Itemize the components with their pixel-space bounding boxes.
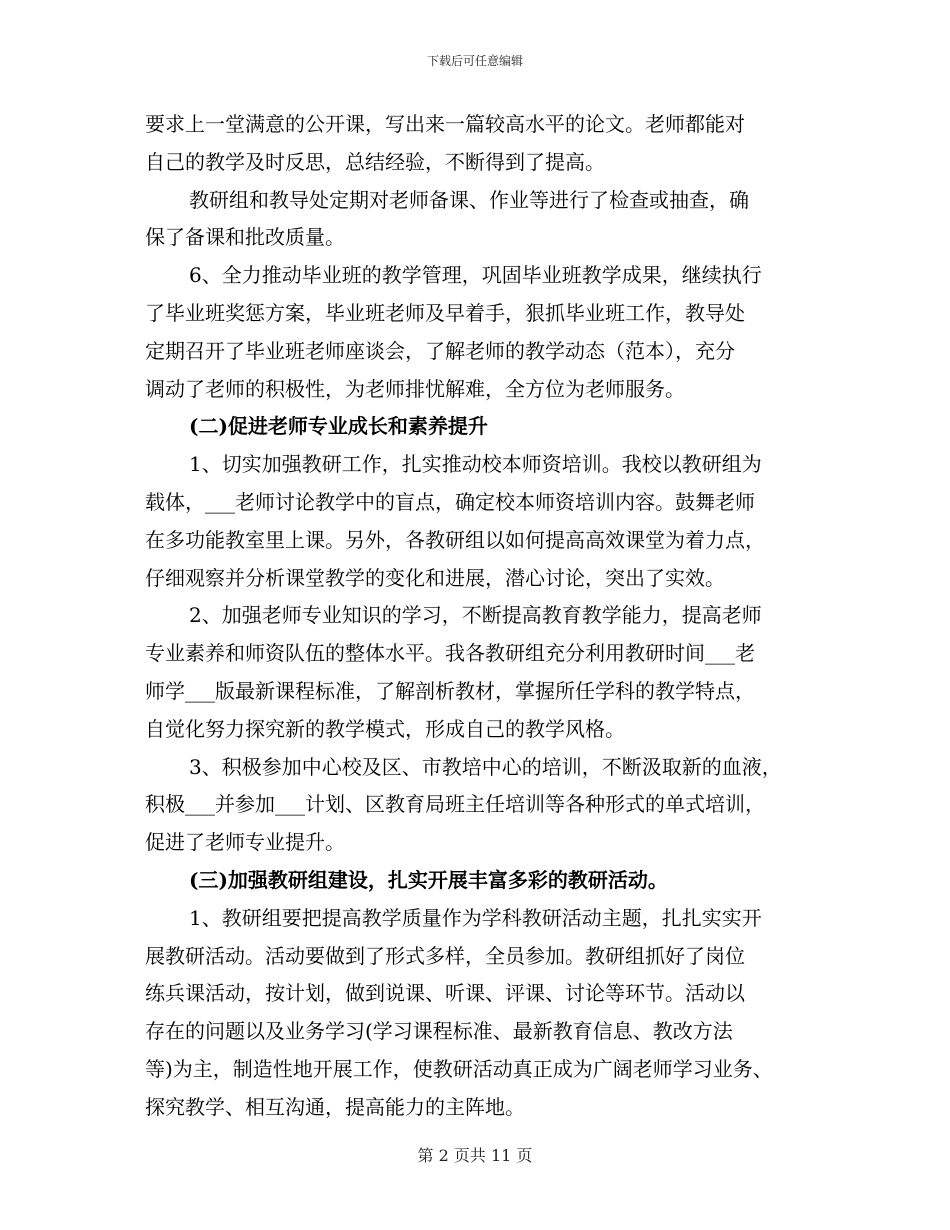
document-body — [145, 106, 805, 1127]
paragraph-line: 1、切实加强教研工作，扎实推动校本师资培训。我校以教研组为 — [189, 452, 762, 477]
paragraph-line: 仔细观察并分析课堂教学的变化和进展，潜心讨论，突出了实效。 — [145, 565, 725, 590]
paragraph-line: 等)为主，制造性地开展工作，使教研活动真正成为广阔老师学习业务、 — [145, 1056, 773, 1081]
paragraph-line: 载体，___老师讨论教学中的盲点，确定校本师资培训内容。鼓舞老师 — [145, 489, 755, 514]
paragraph-line: 促进了老师专业提升。 — [145, 830, 345, 855]
paragraph-line: 1、教研组要把提高教学质量作为学科教研活动主题，扎扎实实开 — [189, 905, 762, 930]
paragraph-line: 存在的问题以及业务学习(学习课程标准、最新教育信息、教改方法 — [145, 1019, 733, 1044]
paragraph-line: 教研组和教导处定期对老师备课、作业等进行了检查或抽查，确 — [189, 187, 749, 212]
paragraph-line: 3、积极参加中心校及区、市教培中心的培训，不断汲取新的血液， — [189, 754, 782, 779]
paragraph-line: 调动了老师的积极性，为老师排忧解难，全方位为老师服务。 — [145, 376, 685, 401]
paragraph-line: 定期召开了毕业班老师座谈会，了解老师的教学动态（范本），充分 — [145, 338, 735, 363]
paragraph-line: 在多功能教室里上课。另外，各教研组以如何提高高效课堂为着力点， — [145, 527, 765, 552]
paragraph-line: 6、全力推动毕业班的教学管理，巩固毕业班教学成果，继续执行 — [189, 263, 762, 288]
page-header: 下载后可任意编辑 — [426, 54, 523, 68]
page-footer: 第 2 页共 11 页 — [417, 1146, 533, 1165]
section-heading: (三)加强教研组建设，扎实开展丰富多彩的教研活动。 — [189, 867, 668, 892]
paragraph-line: 自觉化努力探究新的教学模式，形成自己的教学风格。 — [145, 716, 625, 741]
paragraph-line: 练兵课活动，按计划，做到说课、听课、评课、讨论等环节。活动以 — [145, 981, 745, 1006]
section-heading: (二)促进老师专业成长和素养提升 — [189, 414, 488, 439]
paragraph-line: 2、加强老师专业知识的学习，不断提高教育教学能力，提高老师 — [189, 603, 762, 628]
paragraph-line: 师学___版最新课程标准，了解剖析教材，掌握所任学科的教学特点， — [145, 678, 755, 703]
paragraph-line: 探究教学、相互沟通，提高能力的主阵地。 — [145, 1094, 525, 1119]
paragraph-line: 积极___并参加___计划、区教育局班主任培训等各种形式的单式培训， — [145, 792, 765, 817]
paragraph-line: 自己的教学及时反思，总结经验，不断得到了提高。 — [145, 149, 605, 174]
paragraph-line: 了毕业班奖惩方案，毕业班老师及早着手，狠抓毕业班工作，教导处 — [145, 300, 745, 325]
paragraph-line: 保了备课和批改质量。 — [145, 225, 345, 250]
paragraph-line: 展教研活动。活动要做到了形式多样，全员参加。教研组抓好了岗位 — [145, 943, 745, 968]
paragraph-line: 要求上一堂满意的公开课，写出来一篇较高水平的论文。老师都能对 — [145, 112, 745, 136]
paragraph-line: 专业素养和师资队伍的整体水平。我各教研组充分利用教研时间___老 — [145, 641, 755, 666]
